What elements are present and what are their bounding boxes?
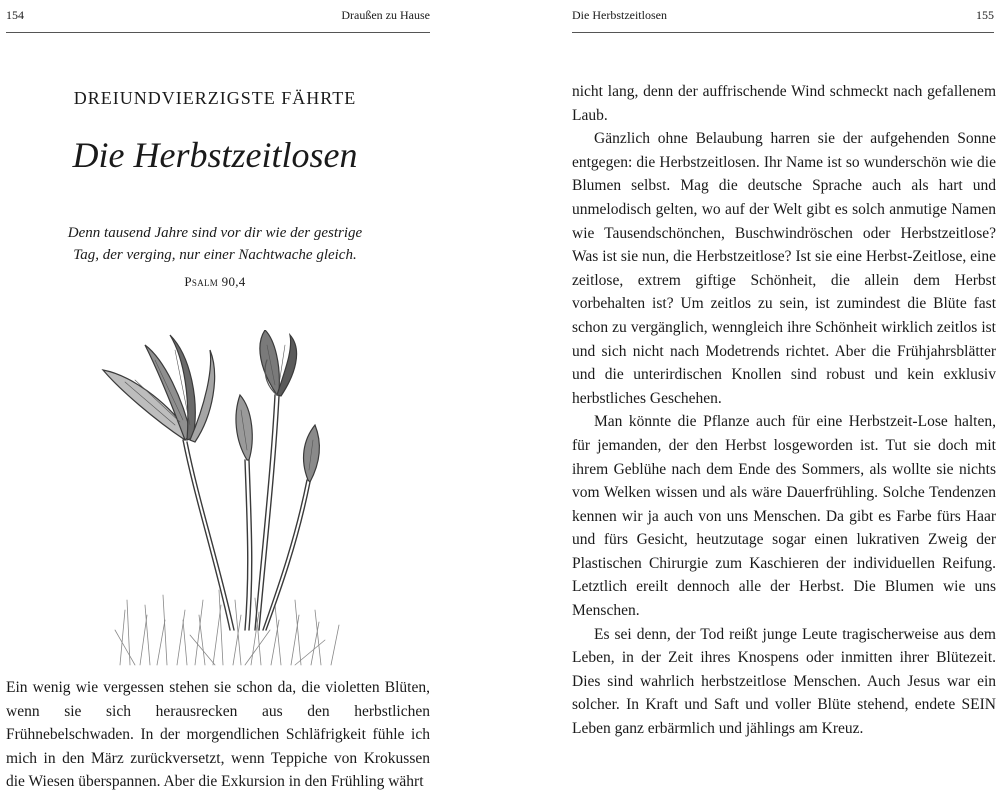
- chapter-title: Die Herbstzeitlosen: [72, 135, 358, 175]
- epigraph-source: Psalm 90,4: [184, 274, 246, 289]
- right-paragraph-3: Man könnte die Pflanze auch für eine Herbstzeit-Lose halten, für jemanden, der den Herbst losgeworden ist. Tut sie doch mit ihrem Geblühe nach dem Ende des Sommers, als wollte sie nichts vom Welken wissen und als wäre Dauerfrühling. Solche Tendenzen kennen wir ja auch von uns Menschen. Da gibt es Farbe fürs Haar und fürs Gesicht, heutzutage sogar einen lukrativen Zweig der Plastischen Chirurgie zum Kaschieren der individuellen Reifung. Letztlich ereilt dennoch alle der Herbst. Die Blumen wie uns Menschen.: [572, 413, 996, 620]
- right-paragraph-4: Es sei denn, der Tod reißt junge Leute tragischerweise aus dem Leben, in der Zeit ihres Knospens oder inmitten ihrer Blütezeit. Dies sind wahrlich herbstzeitlose Menschen. Auch Jesus war ein solcher. In Kraft und Saft und voller Blüte stehend, endete SEIN Leben ganz erbärmlich und jählings am Kreuz.: [572, 625, 996, 738]
- left-paragraph: Ein wenig wie vergessen stehen sie schon da, die violetten Blüten, wenn sie sich herausrecken aus den herbstlichen Frühnebelschwaden. In der morgendlichen Schläfrigkeit fühle ich mich in den März zurückversetzt, wenn Teppiche von Krokussen die Wiesen überspannen. Aber die Exkursion in den Frühling währt: [6, 679, 430, 791]
- right-body-text: [572, 80, 996, 741]
- right-running-title: Die Herbstzeitlosen: [572, 8, 667, 22]
- epigraph-line-2: Tag, der verging, nur einer Nachtwache gleich.: [73, 247, 357, 263]
- epigraph: [0, 222, 430, 266]
- left-running-title: Draußen zu Hause: [341, 8, 430, 22]
- epigraph-line-1: Denn tausend Jahre sind vor dir wie der gestrige: [67, 225, 363, 241]
- right-paragraph-1: nicht lang, denn der auffrischende Wind schmeckt nach gefallenem Laub.: [572, 83, 996, 124]
- chapter-label: DREIUNDVIERZIGSTE FÄHRTE: [73, 88, 357, 108]
- right-page: [572, 0, 998, 800]
- left-page-number: 154: [6, 8, 24, 22]
- crocus-pencil-drawing-icon: [95, 330, 355, 670]
- right-running-head: [572, 8, 994, 23]
- right-paragraph-2: Gänzlich ohne Belaubung harren sie der aufgehenden Sonne entgegen: die Herbstzeitlosen. Ihr Name ist so wunderschön wie die Blumen selbst. Mag die deutsche Sprache auch als hart und unmelodisch gelten, wo auf der Welt gibt es solch anmutige Namen wie Tausendschönchen, Buschwindröschen oder Herbstzeitlose? Was ist sie nun, die Herbstzeitlose? Ist sie eine Herbst-Zeitlose, eine zeitlose, extrem giftige Schönheit, die allein dem Herbst vorbehalten ist? Um zeitlos zu sein, ist zumindest die Blüte fast schon zu vergänglich, wenngleich ihre Schönheit wirklich zeitlos ist und sich nicht nach Modetrends richtet. Aber die Frühjahrsblätter und die unterirdischen Knollen sind robust und kein exklusiv herbstliches Geschehen.: [572, 130, 996, 407]
- left-page: [0, 0, 430, 800]
- left-running-head: [6, 8, 430, 23]
- left-body-text: [6, 676, 430, 794]
- left-header-rule: [6, 32, 430, 33]
- right-page-number: 155: [976, 8, 994, 22]
- right-header-rule: [572, 32, 994, 33]
